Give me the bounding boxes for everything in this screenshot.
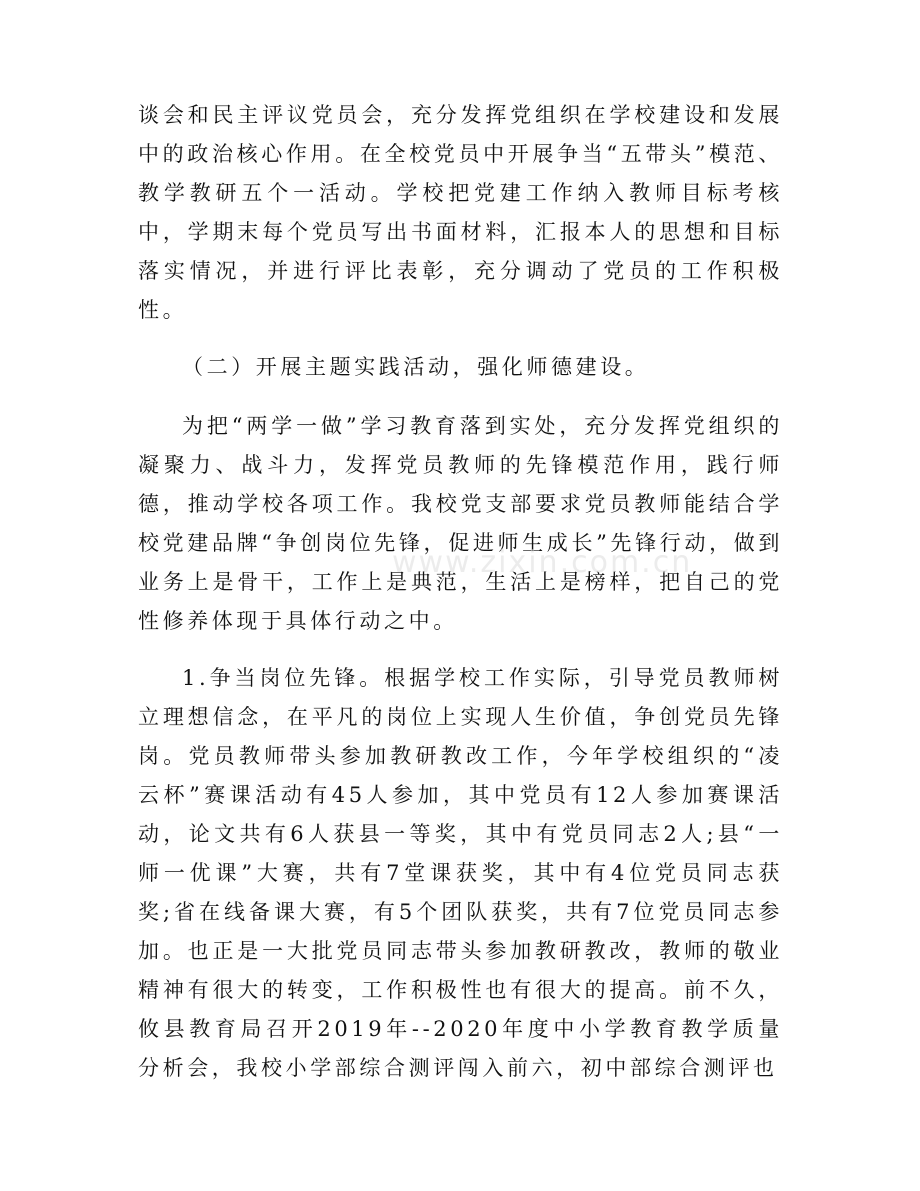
paragraph-item-1: 1.争当岗位先锋。根据学校工作实际，引导党员教师树立理想信念，在平凡的岗位上实现人生价值，争创党员先锋岗。党员教师带头参加教研教改工作，今年学校组织的“凌云杯”赛课活动有45人参加，其中党员有12人参加赛课活动，论文共有6人获县一等奖，其中有党员同志2人;县“一师一优课”大赛，共有7堂课获奖，其中有4位党员同志获奖;省在线备课大赛，有5个团队获奖，共有7位党员同志参加。也正是一大批党员同志带头参加教研教改，教师的敬业精神有很大的转变，工作积极性也有很大的提高。前不久，攸县教育局召开2019年--2020年度中小学教育教学质量分析会，我校小学部综合测评闯入前六，初中部综合测评也 (138, 666, 783, 1080)
watermark: www.zixin.com.cn (392, 545, 693, 580)
document-body (138, 96, 783, 1106)
section-heading: （二）开展主题实践活动，强化师德建设。 (182, 355, 650, 379)
paragraph-continued: 谈会和民主评议党员会，充分发挥党组织在学校建设和发展中的政治核心作用。在全校党员中开展争当“五带头”模范、教学教研五个一活动。学校把党建工作纳入教师目标考核中，学期末每个党员写出书面材料，汇报本人的思想和目标落实情况，并进行评比表彰，充分调动了党员的工作积极性。 (138, 103, 783, 322)
paragraph-section-intro: 为把“两学一做”学习教育落到实处，充分发挥党组织的凝聚力、战斗力，发挥党员教师的先锋模范作用，践行师德，推动学校各项工作。我校党支部要求党员教师能结合学校党建品牌“争创岗位先锋，促进师生成长”先锋行动，做到业务上是骨干，工作上是典范，生活上是榜样，把自己的党性修养体现于具体行动之中。 (138, 414, 783, 633)
